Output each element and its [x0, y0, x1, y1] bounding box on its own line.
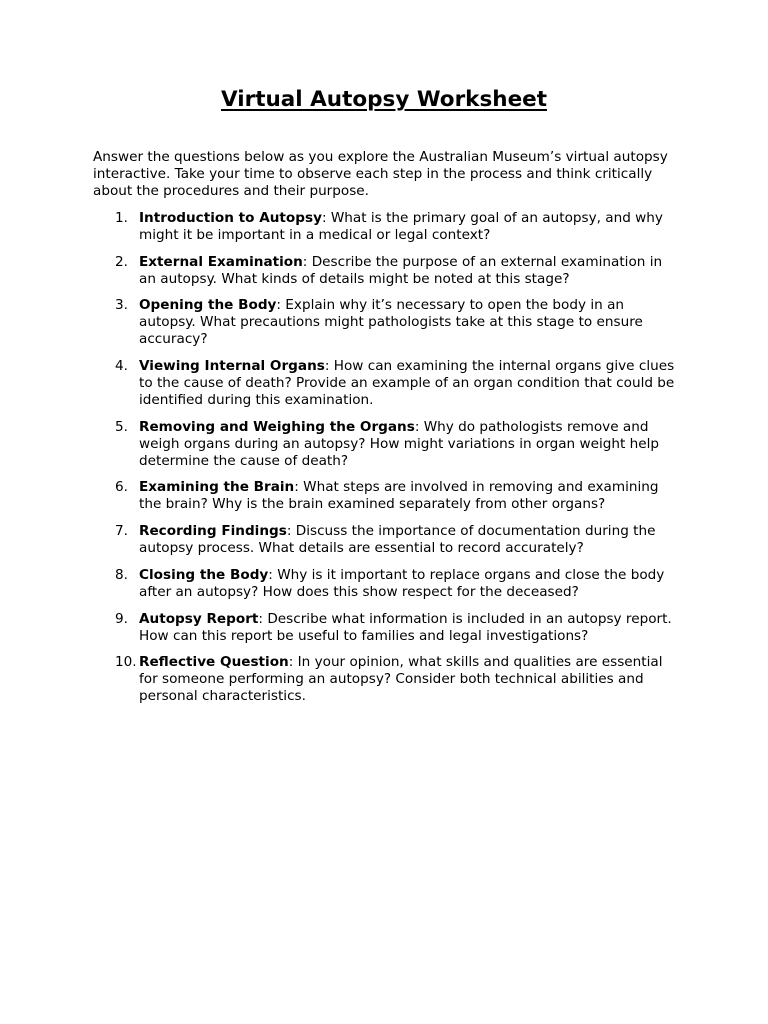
- question-text: : Explain why it’s necessary to open the body in an autopsy. What precautions might pathologists take at this stage to ensure accuracy?: [139, 297, 643, 348]
- question-heading: Viewing Internal Organs: [139, 358, 325, 375]
- question-number: 8.: [115, 566, 128, 583]
- question-text: : Describe the purpose of an external examination in an autopsy. What kinds of details might be noted at this stage?: [139, 253, 663, 287]
- question-item: [93, 297, 683, 348]
- question-number: 3.: [115, 297, 128, 314]
- question-heading: Introduction to Autopsy: [139, 210, 322, 226]
- question-number: 2.: [115, 253, 128, 270]
- question-text: : What steps are involved in removing and examining the brain? Why is the brain examined separately from other organs?: [139, 479, 659, 513]
- question-heading: Opening the Body: [139, 297, 277, 314]
- question-item: [93, 654, 683, 705]
- question-number: 4.: [115, 358, 128, 375]
- question-text: : What is the primary goal of an autopsy, and why might it be important in a medical or legal context?: [139, 210, 663, 243]
- question-number: 5.: [115, 418, 128, 435]
- question-number: 10.: [115, 654, 137, 671]
- question-item: [93, 358, 683, 409]
- question-text: : Why do pathologists remove and weigh organs during an autopsy? How might variations in organ weight help determine the cause of death?: [139, 418, 660, 469]
- question-text: : Discuss the importance of documentation during the autopsy process. What details are essential to record accurately?: [139, 523, 656, 557]
- worksheet-title: Virtual Autopsy Worksheet: [220, 87, 548, 112]
- question-heading: Autopsy Report: [139, 610, 259, 627]
- question-item: [93, 523, 683, 557]
- question-number: 7.: [115, 523, 128, 540]
- question-item: [93, 611, 683, 645]
- intro-paragraph: Answer the questions below as you explore the Australian Museum’s virtual autopsy interactive. Take your time to observe each step in the process and think critically about the procedures and their purpose.: [93, 149, 668, 199]
- question-item: [93, 479, 683, 513]
- question-heading: Examining the Brain: [139, 479, 295, 496]
- question-list: [93, 210, 683, 715]
- question-item: [93, 210, 683, 244]
- question-heading: Closing the Body: [139, 566, 269, 583]
- question-heading: Reflective Question: [139, 654, 289, 671]
- question-text: : Why is it important to replace organs and close the body after an autopsy? How does this show respect for the deceased?: [139, 566, 665, 600]
- question-item: [93, 567, 683, 601]
- question-number: 6.: [115, 479, 128, 496]
- question-text: : Describe what information is included in an autopsy report. How can this report be useful to families and legal investigations?: [139, 610, 672, 644]
- question-item: [93, 419, 683, 470]
- question-number: 9.: [115, 610, 128, 627]
- question-number: 1.: [115, 210, 128, 226]
- question-text: : In your opinion, what skills and qualities are essential for someone performing an autopsy? Consider both technical abilities and personal characteristics.: [139, 654, 663, 705]
- question-heading: External Examination: [139, 253, 303, 270]
- question-heading: Removing and Weighing the Organs: [139, 418, 415, 435]
- question-text: : How can examining the internal organs give clues to the cause of death? Provide an example of an organ condition that could be identified during this examination.: [139, 358, 675, 409]
- question-item: [93, 254, 683, 288]
- question-heading: Recording Findings: [139, 523, 287, 540]
